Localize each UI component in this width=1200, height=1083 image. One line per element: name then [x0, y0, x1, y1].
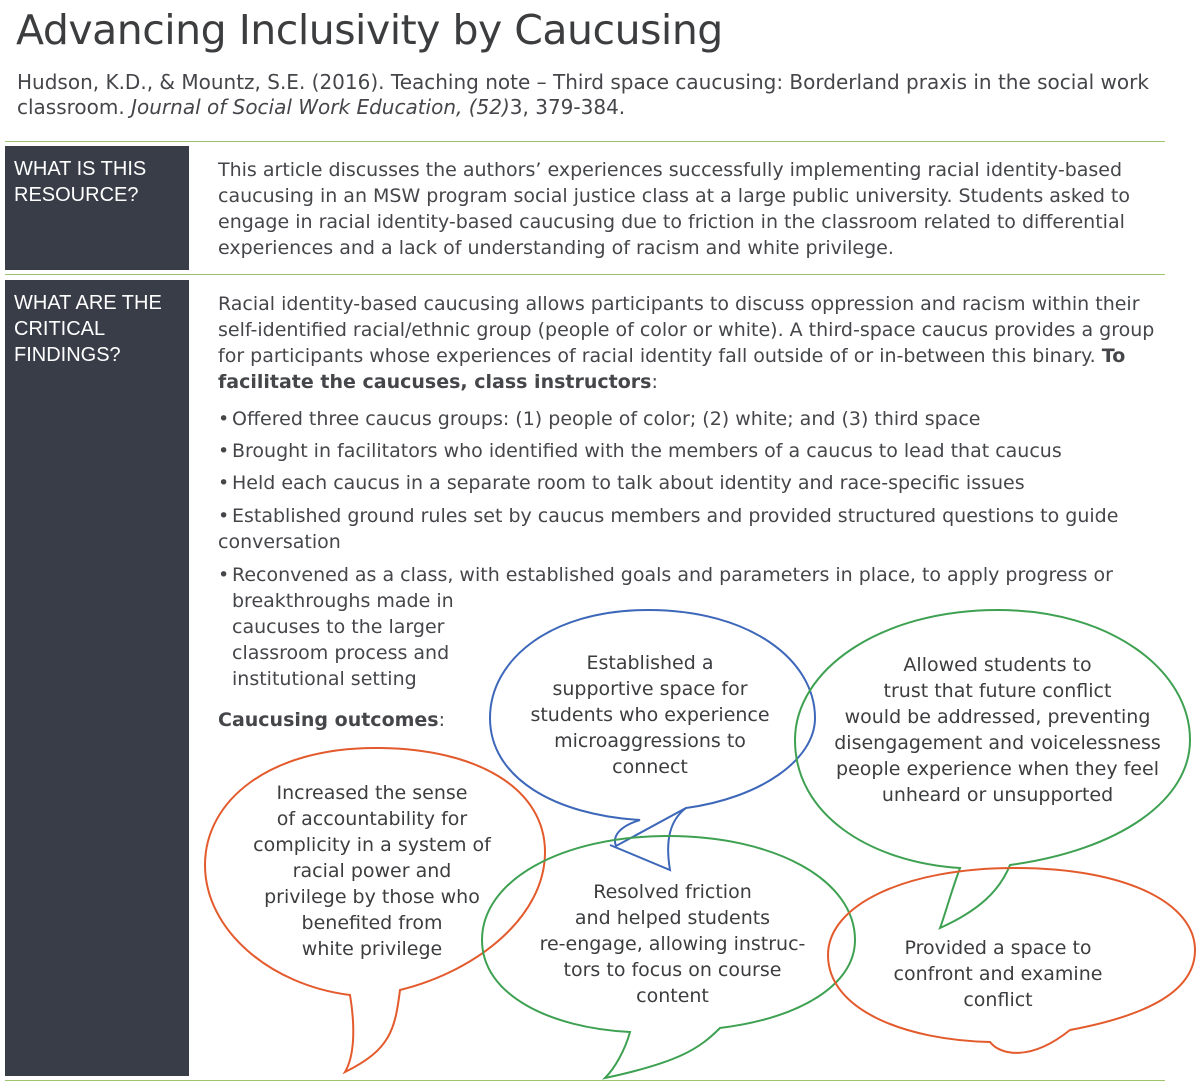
outcome-line: disengagement and voicelessness	[834, 732, 1161, 754]
outcome-accountability	[222, 780, 522, 962]
outcome-line: trust that future conflict	[883, 680, 1112, 702]
findings-intro-bold: To facilitate the caucuses, class instructors	[218, 345, 1126, 393]
outcomes-heading-text: Caucusing outcomes	[218, 709, 439, 731]
findings-intro-end: :	[651, 371, 658, 393]
outcome-line: Increased the sense	[276, 782, 468, 804]
outcome-line: supportive space for	[552, 678, 748, 700]
findings-label-line: FINDINGS?	[14, 344, 121, 366]
outcome-supportive-space	[500, 650, 800, 780]
outcome-line: microaggressions to	[554, 730, 746, 752]
outcome-line: Allowed students to	[903, 654, 1092, 676]
outcome-line: Resolved friction	[593, 881, 752, 903]
outcome-line: connect	[612, 756, 688, 778]
bullet-text-continued: caucuses to the larger	[232, 616, 445, 638]
outcome-trust	[810, 652, 1185, 808]
bullet-text: Held each caucus in a separate room to talk about identity and race-specific issues	[232, 472, 1025, 494]
bullet-text: Established ground rules set by caucus members and provided structured questions to guide conversation	[218, 505, 1119, 553]
outcome-line: would be addressed, preventing	[844, 706, 1151, 728]
outcome-line: Provided a space to	[904, 937, 1092, 959]
resource-label-line: RESOURCE?	[14, 184, 139, 206]
bullet-icon: •	[218, 505, 230, 527]
bullet-text-continued: breakthroughs made in	[232, 590, 454, 612]
findings-label-line: WHAT ARE THE	[14, 292, 162, 314]
bullet-text-continued: classroom process and	[232, 642, 450, 664]
outcome-line: Established a	[586, 652, 714, 674]
outcome-friction	[515, 879, 830, 1009]
citation-pages: 3, 379-384.	[509, 95, 626, 119]
outcome-line: unheard or unsupported	[881, 784, 1114, 806]
outcome-line: tors to focus on course	[563, 959, 782, 981]
bullet-icon: •	[218, 472, 230, 494]
bullet-text: Brought in facilitators who identified with the members of a caucus to lead that caucus	[232, 440, 1062, 462]
page-title: Advancing Inclusivity by Caucusing	[16, 6, 723, 54]
outcome-line: people experience when they feel	[836, 758, 1159, 780]
outcome-line: benefited from	[301, 912, 443, 934]
outcome-line: re-engage, allowing instruc-	[539, 933, 806, 955]
bullet-text: Reconvened as a class, with established goals and parameters in place, to apply progress or	[232, 564, 1113, 586]
outcomes-heading-colon: :	[438, 709, 446, 731]
outcome-line: of accountability for	[276, 808, 468, 830]
resource-label-line: WHAT IS THIS	[14, 158, 147, 180]
outcome-line: complicity in a system of	[253, 834, 491, 856]
findings-intro-text: Racial identity-based caucusing allows participants to discuss oppression and racism within their self-identified racial/ethnic group (people of color or white). A third-space caucus provides a group for participants whose experiences of racial identity fall outside of or in-between this binary.	[218, 293, 1155, 367]
citation-journal: Journal of Social Work Education, (52)	[131, 95, 510, 119]
citation-authors: Hudson, K.D., & Mountz, S.E. (2016). Teaching note – Third space caucusing: Borderland praxis in the social work classroom.	[17, 70, 1149, 119]
findings-label-line: CRITICAL	[14, 318, 106, 340]
outcome-line: students who experience	[530, 704, 770, 726]
bullet-icon: •	[218, 440, 230, 462]
resource-description: This article discusses the authors’ experiences successfully implementing racial identity-based caucusing in an MSW program social justice class at a large public university. Students asked to engage in racial identity-based caucusing due to friction in the classroom related to differential experiences and a lack of understanding of racism and white privilege.	[218, 159, 1131, 259]
bullet-icon: •	[218, 408, 230, 430]
bullet-text: Offered three caucus groups: (1) people of color; (2) white; and (3) third space	[232, 408, 981, 430]
bullet-text-continued: institutional setting	[232, 668, 417, 690]
outcome-line: white privilege	[301, 938, 443, 960]
outcome-line: content	[636, 985, 709, 1007]
outcome-line: confront and examine	[893, 963, 1103, 985]
outcome-line: racial power and	[292, 860, 452, 882]
outcome-line: privilege by those who	[264, 886, 480, 908]
outcome-confront	[858, 935, 1138, 1013]
outcome-line: and helped students	[574, 907, 771, 929]
outcome-line: conflict	[963, 989, 1033, 1011]
bullet-icon: •	[218, 564, 230, 586]
